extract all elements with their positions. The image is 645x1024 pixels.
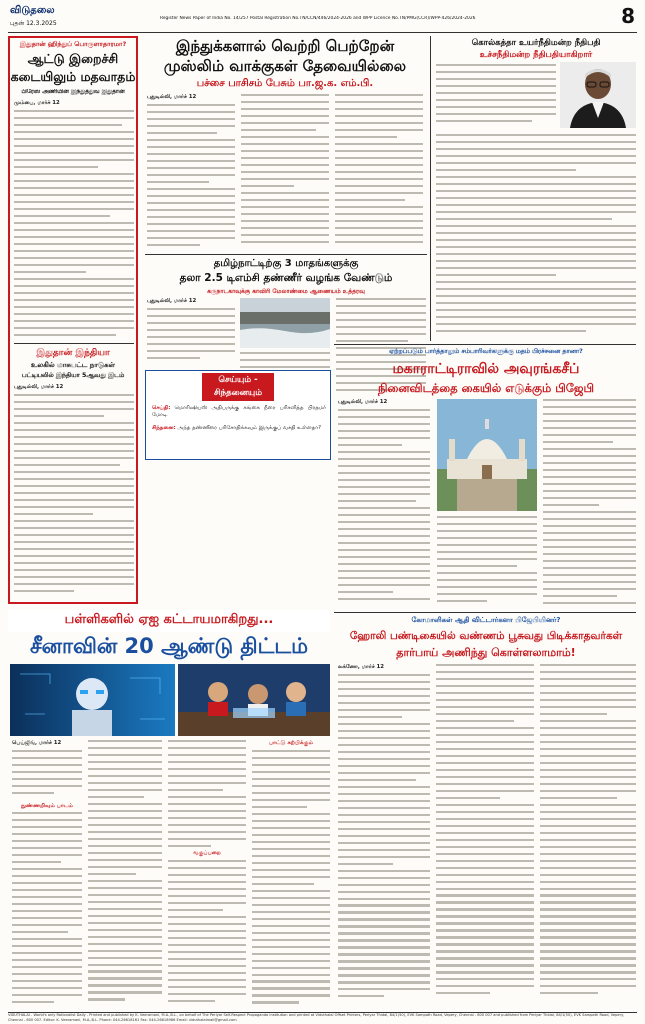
maha-col-3 — [543, 399, 636, 608]
left-headline-1: ஆட்டு இறைச்சி — [27, 51, 119, 66]
right-headline-2: உச்சநீதிமன்ற நீதிபதியாகிறார் — [479, 50, 593, 60]
water-dateline: புதுடில்லி, மார்ச் 12 — [147, 298, 197, 304]
left-story2-head-2: உலகில் மாசுபட்ட நாடுகள் — [31, 361, 115, 369]
ai-robot-classroom-illustration — [10, 664, 175, 736]
china-sub-3: வகுப்பறை — [193, 850, 221, 856]
china-col-1 — [12, 750, 82, 800]
thought-label: சிந்தனை: — [152, 425, 176, 431]
right-story-body — [436, 134, 636, 339]
judge-portrait-photo — [560, 62, 636, 128]
news-item-2 — [152, 425, 326, 432]
left-dateline: மும்பை, மார்ச் 12 — [14, 100, 60, 106]
left-story2-dateline: புதுடில்லி, மார்ச் 12 — [14, 384, 64, 390]
footer-imprint: VIDUTHALAI - World's only Rationalist Daily - Printed and published by K. Veeramani, M.A.,B.L., on behalf of The Periyar Self-Respect Propaganda Institution and printed at Viduthalai Offset Printers, Periyar Thidal, 84/1(50), EVK Sampath Road, Vepery, Chennai - 600 007 and published from Periyar Thidal, 84/1(50), EVK Sampath Road, Vepery, Chennai - 600 007. Editor: K. Veeramani, M.A.,B.L. Phone: 044-26618161 Fax: 044-26618986 Email: viduthalaimail@gmail.com — [8, 1013, 625, 1022]
news-thought-title-2: சிந்தனையும் — [213, 388, 263, 398]
china-col-3b — [168, 860, 246, 1012]
china-col-4 — [252, 750, 330, 1012]
top-story-col-2 — [241, 94, 329, 250]
water-subhead: கருநாடகாவுக்கு காவிரி மேலாண்மை ஆணையம் உத்தரவு — [207, 288, 365, 295]
left-subhead: பிரேஸ் அணியின் இந்துத்துவ இதுதான் — [21, 89, 125, 95]
china-sub-1: நுண்ணறிவும் பாடம் — [21, 803, 73, 809]
china-dateline: பெய்ஜிங், மார்ச் 12 — [12, 740, 62, 746]
aurangzeb-tomb-photo — [437, 399, 537, 511]
news-label: செய்தி: — [152, 405, 171, 411]
left-story2-head-1: இதுதான் இந்தியா — [36, 348, 110, 358]
news-thought-title-1: செய்யும் - — [218, 375, 258, 385]
water-headline-1: தமிழ்நாட்டிற்கு 3 மாதங்களுக்கு — [213, 258, 359, 269]
left-kicker: இதுதான் ஹிந்துப் பொருளாதாரமா? — [19, 40, 127, 48]
top-headline-1: இந்துக்களால் வெற்றி பெற்றேன் — [175, 37, 395, 55]
maha-col-1 — [338, 409, 430, 609]
students-learning-photo — [178, 664, 330, 736]
china-col-3 — [168, 740, 246, 850]
maha-kicker: ஏற்றப்படும் பார்த்தாலும் சம்பாரிவர்களுக்கு மதம் பிரச்சனை தானா? — [389, 348, 583, 355]
china-sub-2: பாட்டு கற்பிக்கும் — [269, 740, 313, 746]
holi-dateline: லக்னோ, மார்ச் 12 — [338, 664, 385, 670]
left-story-body — [14, 110, 134, 340]
maha-col-2 — [437, 516, 537, 608]
right-headline-1: கொல்கத்தா உயர்நீதிமன்ற நீதிபதி — [471, 38, 601, 48]
left-story2-body — [14, 394, 134, 600]
holi-headline-1: ஹோலி பண்டிகையில் வண்ணம் பூசுவது பிடிக்காதவர்கள் — [349, 630, 623, 642]
news-text: மொரிஷியஸ் அதிபருக்கு கங்கை நீரை பரிசளித்த பிரதமர் மோடி — [152, 405, 326, 419]
china-col-2 — [88, 740, 162, 1012]
left-headline-2: கடையிலும் மதவாதம் — [10, 69, 136, 84]
maha-headline-1: மகாராட்டிராவில் அவுரங்கசீப் — [392, 361, 580, 377]
china-col-1b — [12, 812, 82, 1012]
issue-date: புதன் 12.3.2025 — [10, 20, 57, 27]
thought-text: அந்த தண்ணீரை பரிசோதிக்கவும் இருக்குப் வசதி உள்ளதா? — [177, 425, 321, 431]
news-item-1 — [152, 405, 326, 419]
holi-col-2 — [436, 664, 534, 1012]
top-dateline: புதுடில்லி, மார்ச் 12 — [147, 94, 197, 100]
page-number: 8 — [621, 4, 635, 28]
holi-col-1 — [338, 674, 430, 1012]
paper-name: விடுதலை — [10, 5, 55, 16]
top-headline-2: முஸ்லிம் வாக்குகள் தேவையில்லை — [163, 57, 407, 75]
china-headline: சீனாவின் 20 ஆண்டு திட்டம் — [30, 634, 308, 658]
water-headline-2: தலா 2.5 டிஎம்சி தண்ணீர் வழங்க வேண்டும் — [179, 272, 393, 284]
right-story-intro — [436, 64, 556, 130]
top-story-col-1 — [147, 104, 235, 250]
maha-subhead: கோமாளிகள் ஆதி விட்டார்களா பிஜேபியினர்? — [411, 616, 561, 624]
left-story2-head-3: பட்டியலில் இந்தியா 5ஆவது இடம் — [21, 372, 125, 379]
kaveri-dam-photo — [240, 298, 330, 348]
maha-headline-2: நினைவிடத்தை கையில் எடுக்கும் பிஜேபி — [378, 381, 594, 395]
water-col-1 — [147, 308, 235, 364]
maha-dateline: புதுடில்லி, மார்ச் 12 — [338, 399, 388, 405]
china-kicker: பள்ளிகளில் ஏஐ கட்டாயமாகிறது... — [64, 612, 274, 627]
holi-headline-2: தார்பாய் அணிந்து கொள்ளலாமாம்! — [396, 646, 576, 659]
top-subhead: பச்சை பாசிசம் பேசும் பா.ஜ.க. எம்.பி. — [196, 78, 374, 89]
top-story-col-3 — [335, 94, 423, 250]
registration-info: Register News Paper of India No. 14/257 Postal Registration No.TN/CCN/446/2024-2026 and WPP Licence No.TN/PMG(CCR)/WPP-426/2024-2026 — [160, 16, 476, 21]
holi-col-3 — [540, 664, 636, 1012]
